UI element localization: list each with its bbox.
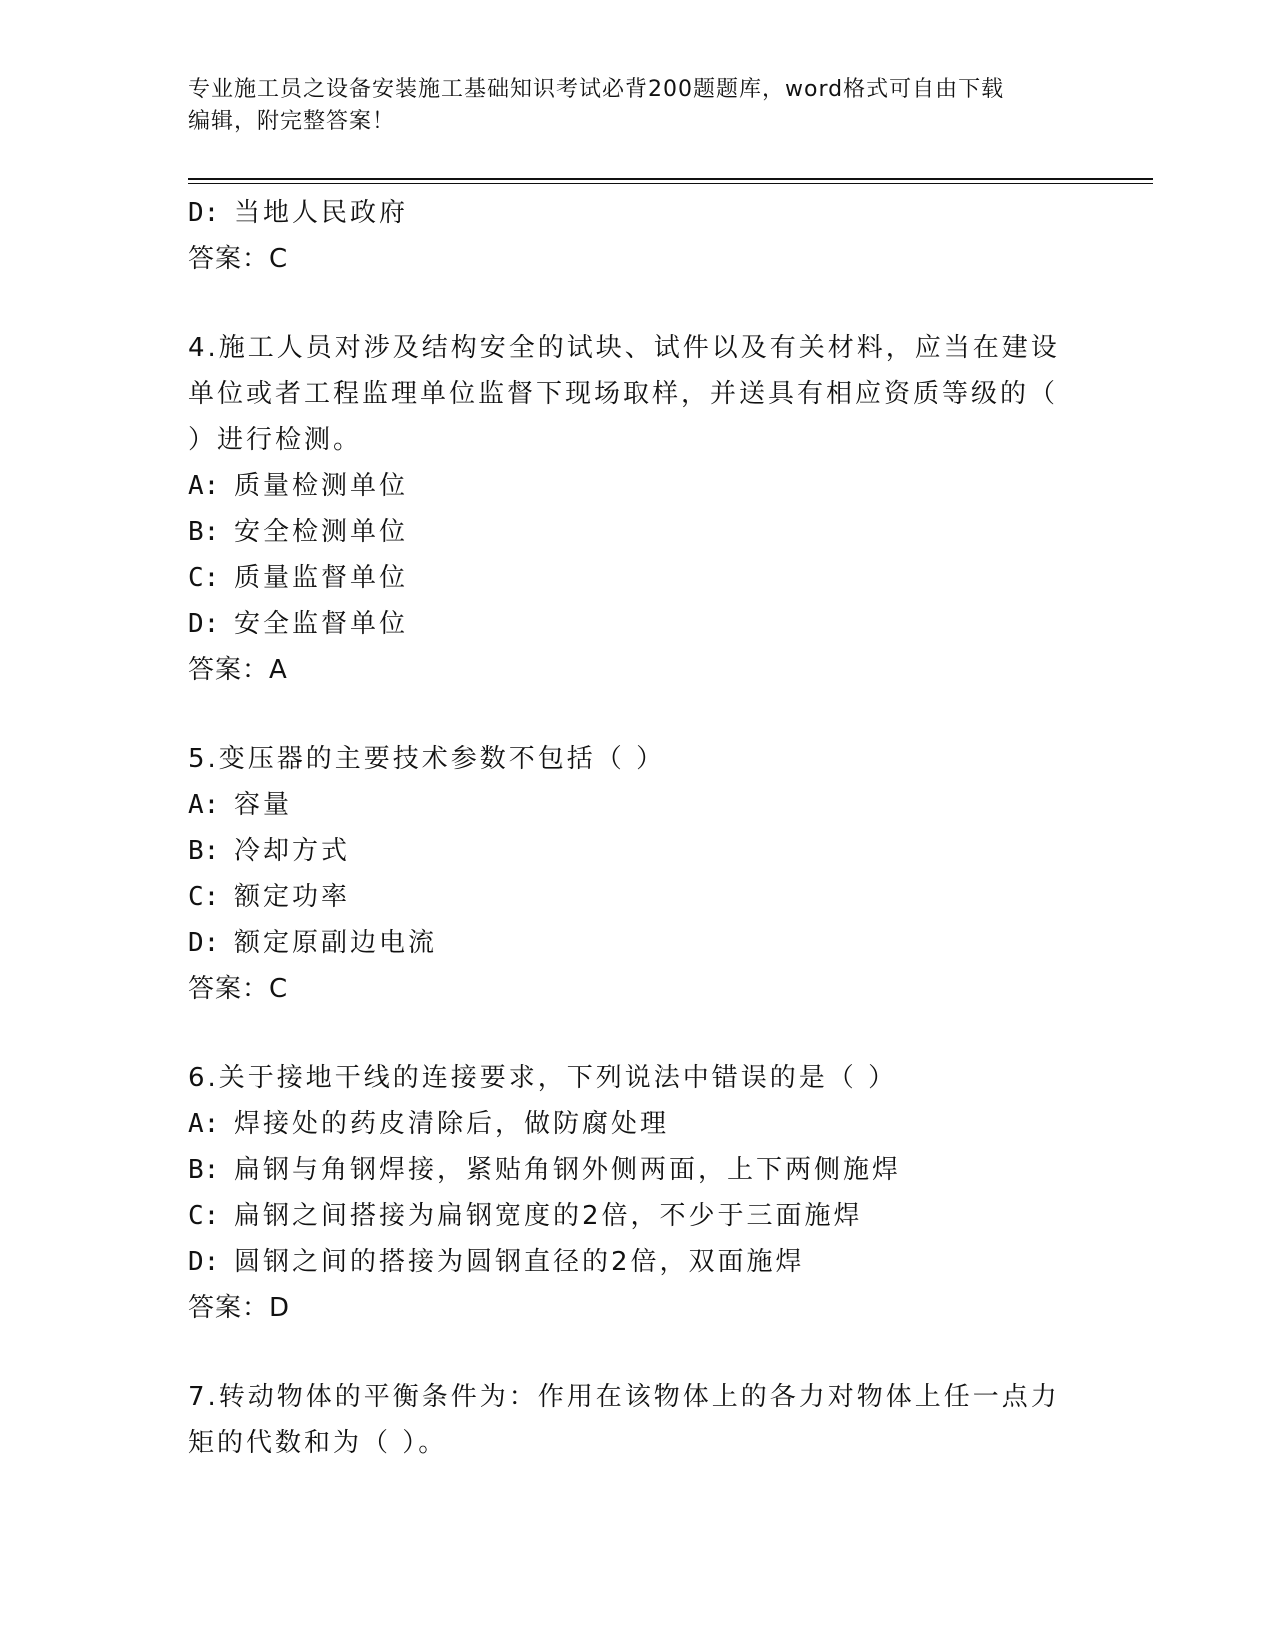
option-d [188, 920, 1078, 966]
option-text: 圆钢之间的搭接为圆钢直径的2倍，双面施焊 [234, 1247, 805, 1277]
option-letter: B: [188, 836, 220, 866]
option-text: 质量监督单位 [234, 563, 409, 593]
option-text: 额定功率 [234, 882, 351, 912]
option-letter: C: [188, 563, 220, 593]
header-divider-thin [188, 183, 1153, 184]
question-stem: 4.施工人员对涉及结构安全的试块、试件以及有关材料，应当在建设 [188, 333, 1060, 363]
option-letter: D: [188, 198, 220, 228]
question-4 [188, 325, 1078, 693]
option-letter: A: [188, 1109, 220, 1139]
header-title-line-2: 编辑，附完整答案！ [188, 109, 396, 134]
answer-line: 答案：A [188, 655, 288, 685]
option-text: 扁钢与角钢焊接，紧贴角钢外侧两面，上下两侧施焊 [234, 1155, 902, 1185]
question-stem: 7.转动物体的平衡条件为：作用在该物体上的各力对物体上任一点力 [188, 1382, 1060, 1412]
question-stem: ）进行检测。 [188, 425, 363, 455]
question-5 [188, 736, 1078, 1012]
answer-line: 答案：C [188, 974, 289, 1004]
question-stem: 6.关于接地干线的连接要求，下列说法中错误的是（ ） [188, 1063, 898, 1093]
option-text: 焊接处的药皮清除后，做防腐处理 [234, 1109, 670, 1139]
option-b [188, 828, 1078, 874]
option-b [188, 509, 1078, 555]
option-letter: D: [188, 928, 220, 958]
question-list [188, 190, 1078, 1466]
answer-line: 答案：C [188, 244, 289, 274]
header-divider-thick [188, 178, 1153, 180]
option-letter: A: [188, 471, 220, 501]
option-d [188, 1239, 1078, 1285]
option-a [188, 1101, 1078, 1147]
answer-line: 答案：D [188, 1293, 291, 1323]
header-title-line-1: 专业施工员之设备安装施工基础知识考试必背200题题库，word格式可自由下载 [188, 77, 1005, 102]
option-letter: B: [188, 1155, 220, 1185]
option-letter: C: [188, 882, 220, 912]
question-stem: 5.变压器的主要技术参数不包括（ ） [188, 744, 666, 774]
option-text: 安全监督单位 [234, 609, 409, 639]
question-7 [188, 1374, 1078, 1466]
option-text: 冷却方式 [234, 836, 351, 866]
option-text: 额定原副边电流 [234, 928, 438, 958]
question-stem: 单位或者工程监理单位监督下现场取样，并送具有相应资质等级的（ [188, 379, 1059, 409]
question-3-tail [188, 190, 1078, 282]
option-text: 容量 [234, 790, 293, 820]
option-letter: D: [188, 609, 220, 639]
option-text: 安全检测单位 [234, 517, 409, 547]
option-d [188, 601, 1078, 647]
option-letter: C: [188, 1201, 220, 1231]
option-text: 扁钢之间搭接为扁钢宽度的2倍，不少于三面施焊 [234, 1201, 863, 1231]
option-c [188, 555, 1078, 601]
option-a [188, 782, 1078, 828]
question-6 [188, 1055, 1078, 1331]
option-c [188, 1193, 1078, 1239]
option-letter: A: [188, 790, 220, 820]
option-letter: B: [188, 517, 220, 547]
document-header [188, 74, 1068, 138]
option-d [188, 190, 1078, 236]
option-b [188, 1147, 1078, 1193]
option-text: 质量检测单位 [234, 471, 409, 501]
option-c [188, 874, 1078, 920]
option-a [188, 463, 1078, 509]
question-stem: 矩的代数和为（ ）。 [188, 1428, 448, 1458]
option-text: 当地人民政府 [234, 198, 409, 228]
option-letter: D: [188, 1247, 220, 1277]
